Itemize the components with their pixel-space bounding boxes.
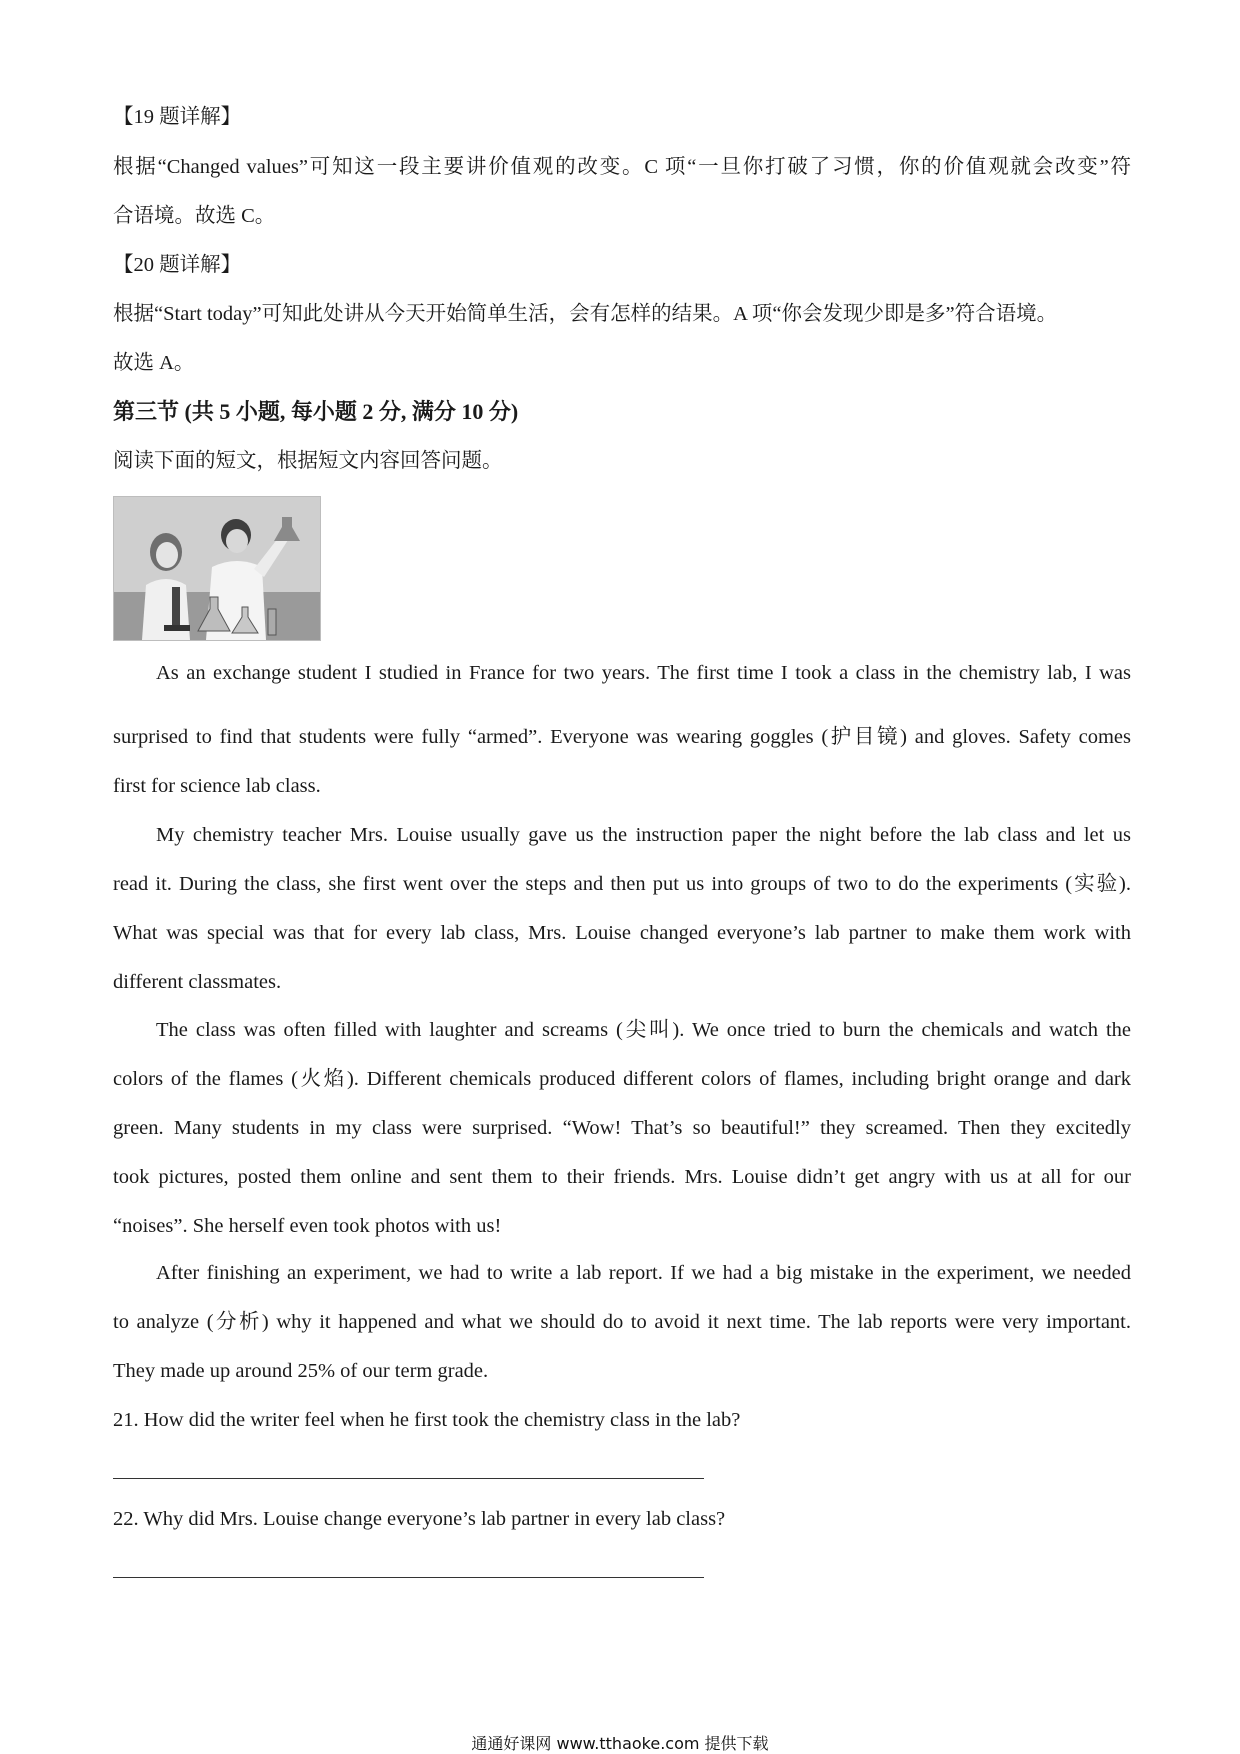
question-21: 21. How did the writer feel when he first took the chemistry class in the lab? (113, 1409, 741, 1431)
passage-paragraph-4 (113, 1259, 1131, 1385)
q20-title: 【20 题详解】 (113, 254, 242, 276)
passage-p3-line-1: The class was often filled with laughter and screams (尖叫). We once tried to burn the chemicals and watch the (156, 1019, 1131, 1041)
lab-photo (113, 496, 321, 641)
passage-paragraph-2 (113, 821, 1131, 996)
passage-p1-line-2: surprised to find that students were fully “armed”. Everyone was wearing goggles (护目镜) and gloves. Safety comes (113, 726, 1131, 748)
passage-p2-line-2: read it. During the class, she first went over the steps and then put us into groups of two to do the experiments (实验). (113, 873, 1131, 895)
passage-p1-line-3: first for science lab class. (113, 775, 321, 797)
passage-p2-line-3: What was special was that for every lab class, Mrs. Louise changed everyone’s lab partner to make them work with (113, 922, 1131, 944)
passage-p4-line-3: They made up around 25% of our term grade. (113, 1360, 489, 1382)
passage-p1-line-1: As an exchange student I studied in France for two years. The first time I took a class in the chemistry lab, I was (156, 662, 1131, 684)
page-footer: 通通好课网 www.tthaoke.com 提供下载 (471, 1734, 769, 1753)
section-instruction: 阅读下面的短文，根据短文内容回答问题。 (113, 450, 503, 472)
passage-p2-line-4: different classmates. (113, 971, 282, 993)
children-lab-illustration (114, 497, 320, 640)
question-22: 22. Why did Mrs. Louise change everyone’s lab partner in every lab class? (113, 1508, 726, 1530)
answer-line-21[interactable] (113, 1478, 704, 1479)
passage-paragraph-3 (113, 1016, 1131, 1240)
passage-p3-line-4: took pictures, posted them online and sent them to their friends. Mrs. Louise didn’t get angry with us at all for our (113, 1166, 1131, 1188)
passage-p3-line-5: “noises”. She herself even took photos with us! (113, 1215, 502, 1237)
q19-explanation (113, 153, 1131, 181)
passage-paragraph-1-cont (113, 723, 1131, 751)
section-heading: 第三节 (共 5 小题, 每小题 2 分, 满分 10 分) (113, 399, 519, 424)
q19-line-1: 根据“Changed values”可知这一段主要讲价值观的改变。C 项“一旦你打破了习惯，你的价值观就会改变”符 (113, 156, 1131, 178)
passage-p2-line-1: My chemistry teacher Mrs. Louise usually gave us the instruction paper the night before the lab class and let us (156, 824, 1131, 846)
passage-paragraph-1 (113, 659, 1131, 687)
passage-p4-line-1: After finishing an experiment, we had to write a lab report. If we had a big mistake in the experiment, we needed (156, 1262, 1131, 1284)
q20-line-1: 根据“Start today”可知此处讲从今天开始简单生活，会有怎样的结果。A 项“你会发现少即是多”符合语境。 (113, 303, 1058, 325)
q20-line-2: 故选 A。 (113, 352, 195, 374)
q19-title: 【19 题详解】 (113, 106, 242, 128)
passage-p4-line-2: to analyze (分析) why it happened and what we should do to avoid it next time. The lab reports were very important. (113, 1311, 1131, 1333)
answer-line-22[interactable] (113, 1577, 704, 1578)
passage-p3-line-3: green. Many students in my class were surprised. “Wow! That’s so beautiful!” they screamed. Then they excitedly (113, 1117, 1131, 1139)
q19-line-2: 合语境。故选 C。 (113, 205, 276, 227)
passage-p3-line-2: colors of the flames (火焰). Different chemicals produced different colors of flames, including bright orange and dark (113, 1068, 1131, 1090)
